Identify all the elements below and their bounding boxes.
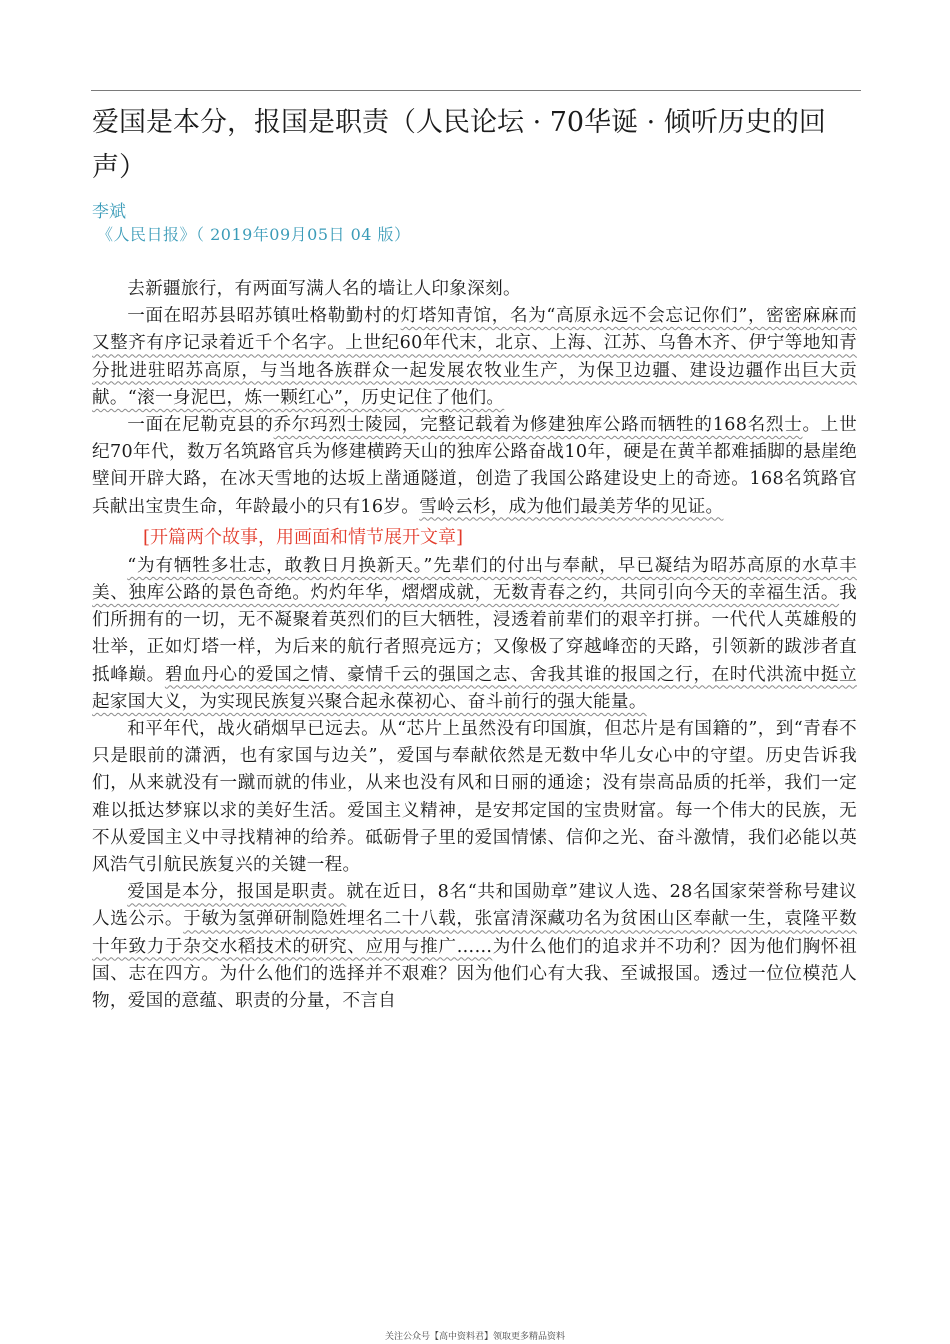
article-title: 爱国是本分，报国是职责（人民论坛 · 70华诞 · 倾听历史的回声） bbox=[92, 107, 826, 183]
footer-promo: 关注公众号【高中资料君】领取更多精品资料 bbox=[384, 1332, 565, 1342]
paragraph-1 bbox=[92, 276, 857, 303]
paragraph-6-text: 就在近日，8名“共和国勋章”建议人选、28名国家荣誉称号建议人选公示。 bbox=[92, 882, 857, 930]
paragraph-4-text: 我们所拥有的一切，无不凝聚着英烈们的巨大牺牲，浸透着前辈们的艰辛打拼。一代代人英雄般的壮举，正如灯塔一样，为后来的航行者照亮远方；又像极了穿越峰峦的天路，引领新的跋涉者直抵峰巅。 bbox=[92, 583, 857, 685]
paragraph-2 bbox=[92, 303, 857, 412]
paragraph-3 bbox=[92, 412, 857, 521]
paragraph-6-underlined-2: 于敏为氢弹研制隐姓埋名二十八载，张富清深藏功名为贫困山区奉献一生，袁隆平数十年致力于杂交水稻技术的研究、应用与推广…… bbox=[92, 909, 857, 957]
paragraph-6-text-2: 为什么他们的追求并不功利？因为他们胸怀祖国、志在四方。为什么他们的选择并不艰难？因为他们心有大我、至诚报国。透过一位位模范人物，爱国的意蕴、职责的分量，不言自 bbox=[92, 936, 857, 1012]
paragraph-4 bbox=[92, 553, 857, 716]
paragraph-4-underlined-2: 碧血丹心的爱国之情、豪情千云的强国之志、舍我其谁的报国之行，在时代洪流中挺立起家国大义，为实现民族复兴聚合起永葆初心、奋斗前行的强大能量。 bbox=[92, 664, 857, 712]
article-author: 李斌 bbox=[92, 202, 126, 222]
paragraph-3-text: 一面在尼勒克县的 bbox=[127, 415, 274, 436]
paragraph-4-underlined-1: “为有牺牲多壮志，敢教日月换新天。”先辈们的付出与奉献，早已凝结为昭苏高原的水草丰美、独库公路的景色奇绝。灼灼年华，熠熠成就，无数青春之约，共同引向今天的幸福生活。 bbox=[92, 555, 857, 604]
paragraph-1-text: 去新疆旅行，有两面写满人名的墙让人印象深刻。 bbox=[127, 279, 521, 299]
paragraph-3-text-2: 。上世纪70年代，数万名筑路官兵为修建 bbox=[92, 415, 857, 463]
header-rule bbox=[91, 90, 861, 91]
paragraph-3-underlined-2: 雪岭云杉，成为他们最美芳华的见证。 bbox=[419, 496, 724, 517]
paragraph-5-text: 和平年代，战火硝烟早已远去。从“芯片上虽然没有印国旗，但芯片是有国籍的”，到“青春不只是眼前的潇洒，也有家国与边关”，爱国与奉献依然是无数中华儿女心中的守望。历史告诉我们，从来就没有一蹴而就的伟业，从来也没有风和日丽的通途；没有崇高品质的托举，我们一定难以抵达梦寐以求的美好生活。爱国主义精神，是安邦定国的宝贵财富。每一个伟大的民族，无不从爱国主义中寻找精神的给养。砥砺骨子里的爱国情愫、信仰之光、奋斗激情，我们必能以英风浩气引航民族复兴的关键一程。 bbox=[92, 719, 857, 876]
annotation-note: [开篇两个故事，用画面和情节展开文章] bbox=[143, 526, 464, 548]
paragraph-3-text-3: 横跨天山的独库公路奋战10年，硬是在黄羊都难插脚的悬崖绝壁间开辟大路，在冰天雪地的达坂上凿通隧道，创造了我国公路建设史上的奇迹。168名筑路官兵献出宝贵生命，年龄最小的只有16岁。 bbox=[92, 442, 857, 517]
paragraph-2-underlined: 灯塔知青馆，名为“高原永远不会忘记你们”，密密麻麻而又整齐有序记录着近千个名字。上世纪60年代末，北京、上海、江苏、乌鲁木齐、伊宁等地知青分批进驻昭苏高原，与当地各族群众一起发展农牧业生产，为保卫边疆、建设边疆作出巨大贡献。“滚一身泥巴，炼一颗红心”，历史记住了他们。 bbox=[92, 306, 857, 408]
paragraph-3-underlined-1: 乔尔玛烈士陵园，完整记载着为修建独库公路而牺牲的168名烈士 bbox=[273, 415, 803, 436]
article-source: 《人民日报》（ 2019年09月05日 04 版） bbox=[97, 225, 411, 244]
paragraph-6 bbox=[92, 879, 857, 1015]
paragraph-6-underlined-1: 爱国是本分，报国是职责。 bbox=[127, 882, 347, 903]
article-body bbox=[92, 276, 857, 1015]
paragraph-2-text: 一面在昭苏县昭苏镇吐格勒勤村的 bbox=[127, 306, 401, 327]
paragraph-5 bbox=[92, 716, 857, 879]
